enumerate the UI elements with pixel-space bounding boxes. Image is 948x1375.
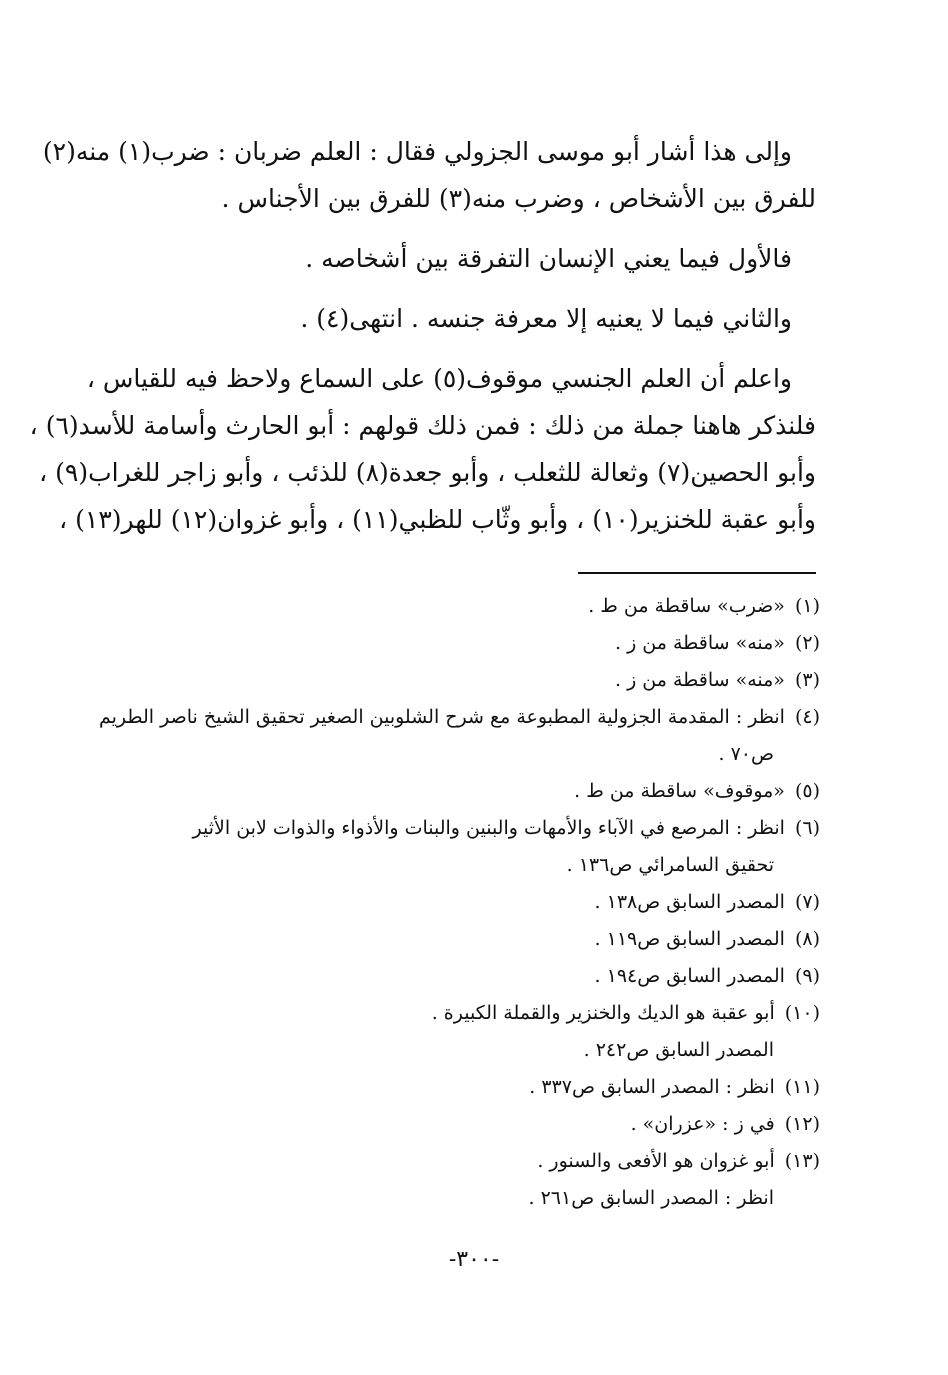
footnote-text: تحقيق السامرائي ص١٣٦ . [566, 854, 774, 876]
body-line: فلنذكر هاهنا جملة من ذلك : فمن ذلك قولهم : أبو الحارث وأسامة للأسد(٦) ، [29, 411, 816, 440]
footnote-number: (٧) [794, 891, 820, 913]
main-text [29, 128, 816, 543]
footnote [108, 810, 820, 847]
footnote-text: «ضرب» ساقطة من ط . [588, 595, 785, 617]
body-line: والثاني فيما لا يعنيه إلا معرفة جنسه . انتهى(٤) . [300, 304, 792, 333]
footnote-text: انظر : المرصع في الآباء والأمهات والبنين والبنات والأذواء والذوات لابن الأثير [192, 817, 785, 839]
footnote-continuation [108, 847, 820, 884]
footnote-number: (١٢) [784, 1113, 820, 1135]
footnote-text: «موقوف» ساقطة من ط . [574, 780, 785, 802]
footnote-text: المصدر السابق ص١٩٤ . [594, 965, 785, 987]
body-line: وأبو عقبة للخنزير(١٠) ، وأبو وثّاب للظبي(١١) ، وأبو غزوان(١٢) للهر(١٣) ، [59, 505, 816, 534]
footnote-text: أبو عقبة هو الديك والخنزير والقملة الكبيرة . [431, 1002, 775, 1024]
footnote-text: انظر : المصدر السابق ص٣٣٧ . [529, 1076, 775, 1098]
footnote [108, 625, 820, 662]
footnote [108, 995, 820, 1032]
page-number: -٣٠٠- [448, 1247, 500, 1272]
footnote [98, 699, 820, 736]
body-line: وأبو الحصين(٧) وثعالة للثعلب ، وأبو جعدة(٨) للذئب ، وأبو زاجر للغراب(٩) ، [39, 458, 816, 487]
footnote-text: «منه» ساقطة من ز . [615, 632, 785, 654]
footnote-text: المصدر السابق ص٢٤٢ . [583, 1039, 774, 1061]
footnote-number: (١٠) [784, 1002, 820, 1024]
footnote-text: انظر : المصدر السابق ص٢٦١ . [528, 1187, 774, 1209]
footnote [108, 773, 820, 810]
footnote-number: (٨) [794, 928, 820, 950]
footnote [108, 1143, 820, 1180]
footnote-number: (٤) [794, 706, 820, 728]
footnote [108, 884, 820, 921]
footnote-text: «منه» ساقطة من ز . [615, 669, 785, 691]
footnote-number: (١) [794, 595, 820, 617]
body-line: وإلى هذا أشار أبو موسى الجزولي فقال : العلم ضربان : ضرب(١) منه(٢) [42, 137, 792, 166]
footnote-continuation [108, 736, 820, 773]
body-line: فالأول فيما يعني الإنسان التفرقة بين أشخاصه . [305, 244, 792, 273]
footnote-text: في ز : «عزران» . [630, 1113, 775, 1135]
footnote-number: (٥) [794, 780, 820, 802]
body-line: واعلم أن العلم الجنسي موقوف(٥) على السماع ولاحظ فيه للقياس ، [86, 364, 792, 393]
footnote [108, 1069, 820, 1106]
footnote-text: المصدر السابق ص١١٩ . [594, 928, 785, 950]
footnote-number: (٣) [794, 669, 820, 691]
footnote [108, 1106, 820, 1143]
footnote-text: ص٧٠ . [718, 743, 774, 765]
footnote [108, 921, 820, 958]
footnote-number: (١٣) [784, 1150, 820, 1172]
footnote-number: (٢) [794, 632, 820, 654]
footnote-number: (٦) [794, 817, 820, 839]
body-line: للفرق بين الأشخاص ، وضرب منه(٣) للفرق بين الأجناس . [221, 184, 816, 213]
footnote-separator [578, 572, 816, 574]
footnote-continuation [108, 1032, 820, 1069]
footnote-text: انظر : المقدمة الجزولية المطبوعة مع شرح الشلوبين الصغير تحقيق الشيخ ناصر الطريم [98, 706, 785, 728]
footnote-text: المصدر السابق ص١٣٨ . [594, 891, 785, 913]
footnote-continuation [108, 1180, 820, 1217]
footnote-number: (١١) [784, 1076, 820, 1098]
footnote-number: (٩) [794, 965, 820, 987]
footnote [108, 958, 820, 995]
footnotes [98, 588, 820, 1217]
footnote [108, 588, 820, 625]
footnote [108, 662, 820, 699]
footnote-text: أبو غزوان هو الأفعى والسنور . [537, 1150, 775, 1172]
